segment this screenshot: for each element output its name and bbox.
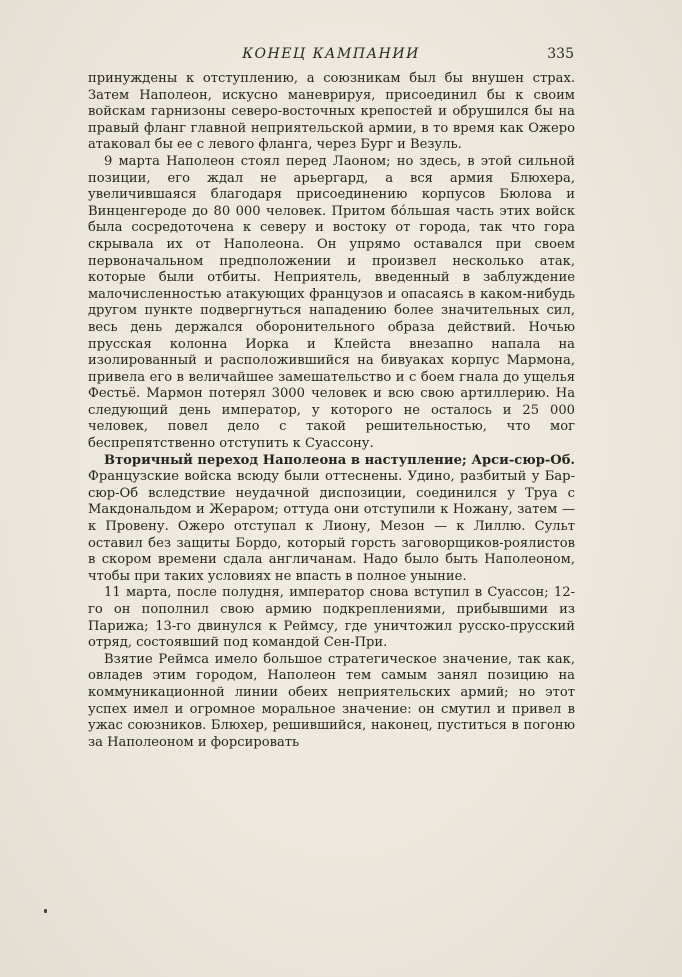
section-text: Французские войска всюду были оттеснены. Удино, разбитый у Бар-сюр-Об вследствие неудачной диспозиции, соединился у Труа с Макдональдом и Жераром; оттуда они отступили к Ножану, затем — к Провену. Ожеро отступал к Лиону, Мезон — к Лиллю. Сульт оставил без защиты Бордо, который горсть заговорщиков-роялистов в скором времени сдала англичанам. Надо было быть Наполеоном, чтобы при таких условиях не впасть в полное уныние. <box>88 469 575 584</box>
page-number: 335 <box>547 46 574 62</box>
running-head <box>88 46 574 66</box>
paragraph-laon: 9 марта Наполеон стоял перед Лаоном; но здесь, в этой сильной позиции, его ждал не арьергард, а вся армия Блюхера, увеличившаяся благодаря присоединению корпусов Бюлова и Винценгероде до 80 000 человек. Притом бо́льшая часть этих войск была сосредоточена к северу и востоку от города, так что гора скрывала их от Наполеона. Он упрямо оставался при своем первоначальном предположении и произвел несколько атак, которые были отбиты. Неприятель, введенный в заблуждение малочисленностью атакующих французов и опасаясь в каком-нибудь другом пункте подвергнуться нападению более значительных сил, весь день держался оборонительного образа действий. Ночью прусская колонна Иорка и Клейста внезапно напала на изолированный и расположившийся на бивуаках корпус Мармона, привела его в величайшее замешательство и с боем гнала до ущелья Фестьё. Мармон потерял 3000 человек и всю свою артиллерию. На следующий день император, у которого не осталось и 25 000 человек, повел дело с такой решительностью, что мог беспрепятственно отступить к Суассону. <box>88 153 575 452</box>
paragraph-second-offensive <box>88 453 575 586</box>
paragraph-reims: Взятие Реймса имело большое стратегическое значение, так как, овладев этим городом, Наполеон тем самым занял позицию на коммуникационной линии обеих неприятельских армий; но этот успех имел и огромное моральное значение: он смутил и привел в ужас союзников. Блюхер, решившийся, наконец, пуститься в погоню за Наполеоном и форсировать <box>88 651 575 750</box>
ink-speck <box>44 909 47 913</box>
paragraph-continuation: принуждены к отступлению, а союзникам был бы внушен страх. Затем Наполеон, искусно маневрируя, присоединил бы к своим войскам гарнизоны северо-восточных крепостей и обрушился бы на правый фланг главной неприятельской армии, в то время как Ожеро атаковал бы ее с левого фланга, через Бург и Везуль. <box>88 71 575 153</box>
paragraph-soissons: 11 марта, после полудня, император снова вступил в Суассон; 12-го он пополнил свою армию подкреплениями, прибывшими из Парижа; 13-го двинулся к Реймсу, где уничтожил русско-прусский отряд, состоявший под командой Сен-При. <box>88 585 575 651</box>
text-body <box>88 71 575 751</box>
section-heading: Вторичный переход Наполеона в наступление; Арси-сюр-Об. <box>104 452 575 468</box>
running-title: КОНЕЦ КАМПАНИИ <box>242 46 420 62</box>
